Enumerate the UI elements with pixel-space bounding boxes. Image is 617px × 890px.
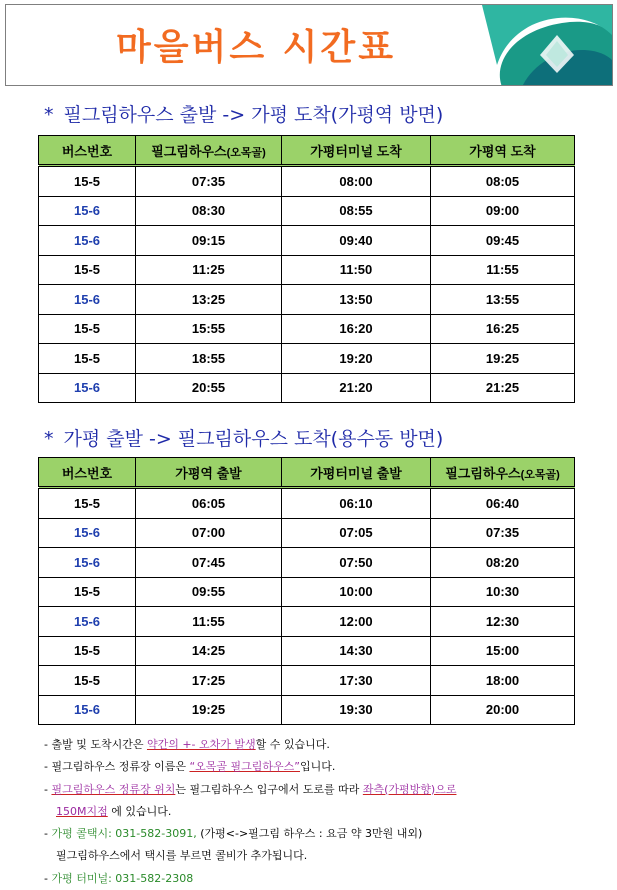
bus-number-cell: 15-5 — [39, 314, 136, 344]
time-cell: 09:55 — [136, 577, 282, 607]
time-cell: 16:20 — [282, 314, 431, 344]
time-cell: 08:30 — [136, 196, 282, 226]
note-2: - 필그림하우스 정류장 이름은 “오목골 필그림하우스”입니다. — [44, 760, 336, 774]
time-cell: 07:05 — [282, 518, 431, 548]
time-cell: 07:35 — [136, 166, 282, 197]
time-cell: 07:50 — [282, 548, 431, 578]
table-header-row — [39, 458, 575, 488]
time-cell: 18:55 — [136, 344, 282, 374]
note-6: - 가평 터미널: 031-582-2308 — [44, 871, 194, 885]
note-4: - 가평 콜택시: 031-582-3091, (가평<->필그림 하우스 : 요금 약 3만원 내외) — [44, 827, 423, 841]
time-cell: 10:00 — [282, 577, 431, 607]
table-row — [39, 488, 575, 519]
section2-title — [44, 424, 443, 451]
time-cell: 09:15 — [136, 226, 282, 256]
bus-number-cell: 15-5 — [39, 344, 136, 374]
banner-decoration-graphic — [462, 5, 612, 86]
bus-number-cell: 15-6 — [39, 285, 136, 315]
col-header-bus: 버스번호 — [39, 458, 136, 488]
bus-number-cell: 15-5 — [39, 666, 136, 696]
time-cell: 09:00 — [431, 196, 575, 226]
time-cell: 19:20 — [282, 344, 431, 374]
time-cell: 16:25 — [431, 314, 575, 344]
table-row — [39, 255, 575, 285]
header-banner — [5, 4, 613, 86]
time-cell: 06:40 — [431, 488, 575, 519]
time-cell: 19:30 — [282, 695, 431, 725]
col-header-station: 가평역 도착 — [431, 136, 575, 166]
table-row — [39, 285, 575, 315]
bus-number-cell: 15-6 — [39, 695, 136, 725]
time-cell: 07:35 — [431, 518, 575, 548]
time-cell: 11:50 — [282, 255, 431, 285]
star-bullet: * — [44, 428, 54, 450]
bus-number-cell: 15-6 — [39, 548, 136, 578]
time-cell: 14:30 — [282, 636, 431, 666]
col-header-bus: 버스번호 — [39, 136, 136, 166]
table-row — [39, 373, 575, 403]
note-3-cont: 150M지점 에 있습니다. — [56, 804, 172, 818]
schedule-table-1 — [38, 135, 575, 403]
bus-number-cell: 15-6 — [39, 518, 136, 548]
time-cell: 13:25 — [136, 285, 282, 315]
bus-number-cell: 15-6 — [39, 373, 136, 403]
table-row — [39, 607, 575, 637]
section2-title-text: 가평 출발 -> 필그림하우스 도착(용수동 방면) — [63, 428, 444, 450]
time-cell: 07:45 — [136, 548, 282, 578]
page-title: 마을버스 시간표 — [116, 27, 396, 68]
time-cell: 15:00 — [431, 636, 575, 666]
bus-number-cell: 15-5 — [39, 636, 136, 666]
time-cell: 20:55 — [136, 373, 282, 403]
time-cell: 14:25 — [136, 636, 282, 666]
bus-number-cell: 15-6 — [39, 196, 136, 226]
time-cell: 06:05 — [136, 488, 282, 519]
time-cell: 12:00 — [282, 607, 431, 637]
bus-number-cell: 15-5 — [39, 488, 136, 519]
time-cell: 09:45 — [431, 226, 575, 256]
table-header-row — [39, 136, 575, 166]
section1-title-text: 필그림하우스 출발 -> 가평 도착(가평역 방면) — [63, 104, 444, 126]
time-cell: 17:25 — [136, 666, 282, 696]
time-cell: 13:55 — [431, 285, 575, 315]
table-row — [39, 196, 575, 226]
col-header-pilgrim: 필그림하우스(오목골) — [431, 458, 575, 488]
bus-number-cell: 15-6 — [39, 226, 136, 256]
section1-title — [44, 100, 443, 127]
time-cell: 15:55 — [136, 314, 282, 344]
table-row — [39, 695, 575, 725]
time-cell: 21:20 — [282, 373, 431, 403]
time-cell: 19:25 — [136, 695, 282, 725]
time-cell: 10:30 — [431, 577, 575, 607]
time-cell: 08:20 — [431, 548, 575, 578]
star-bullet: * — [44, 104, 54, 126]
table-row — [39, 548, 575, 578]
time-cell: 17:30 — [282, 666, 431, 696]
table-row — [39, 636, 575, 666]
time-cell: 08:05 — [431, 166, 575, 197]
note-1: - 출발 및 도착시간은 약간의 +- 오차가 발생할 수 있습니다. — [44, 738, 330, 751]
time-cell: 21:25 — [431, 373, 575, 403]
table-row — [39, 226, 575, 256]
time-cell: 08:55 — [282, 196, 431, 226]
schedule-table-2 — [38, 457, 575, 725]
time-cell: 13:50 — [282, 285, 431, 315]
time-cell: 19:25 — [431, 344, 575, 374]
table-row — [39, 666, 575, 696]
bus-number-cell: 15-6 — [39, 607, 136, 637]
table-row — [39, 577, 575, 607]
col-header-terminal: 가평터미널 도착 — [282, 136, 431, 166]
time-cell: 07:00 — [136, 518, 282, 548]
time-cell: 12:30 — [431, 607, 575, 637]
col-header-pilgrim: 필그림하우스(오목골) — [136, 136, 282, 166]
col-header-station-depart: 가평역 출발 — [136, 458, 282, 488]
table-row — [39, 344, 575, 374]
time-cell: 11:25 — [136, 255, 282, 285]
bus-number-cell: 15-5 — [39, 577, 136, 607]
time-cell: 11:55 — [431, 255, 575, 285]
time-cell: 18:00 — [431, 666, 575, 696]
note-5: 필그림하우스에서 택시를 부르면 콜비가 추가됩니다. — [56, 849, 308, 863]
time-cell: 08:00 — [282, 166, 431, 197]
bus-number-cell: 15-5 — [39, 255, 136, 285]
bus-number-cell: 15-5 — [39, 166, 136, 197]
table-row — [39, 314, 575, 344]
time-cell: 09:40 — [282, 226, 431, 256]
col-header-terminal-depart: 가평터미널 출발 — [282, 458, 431, 488]
time-cell: 06:10 — [282, 488, 431, 519]
time-cell: 11:55 — [136, 607, 282, 637]
table-row — [39, 166, 575, 197]
table-row — [39, 518, 575, 548]
note-3: - 필그림하우스 정류장 위치는 필그림하우스 입구에서 도로를 따라 좌측(가평방향)으로 — [44, 782, 457, 796]
notes-section — [44, 734, 604, 890]
time-cell: 20:00 — [431, 695, 575, 725]
